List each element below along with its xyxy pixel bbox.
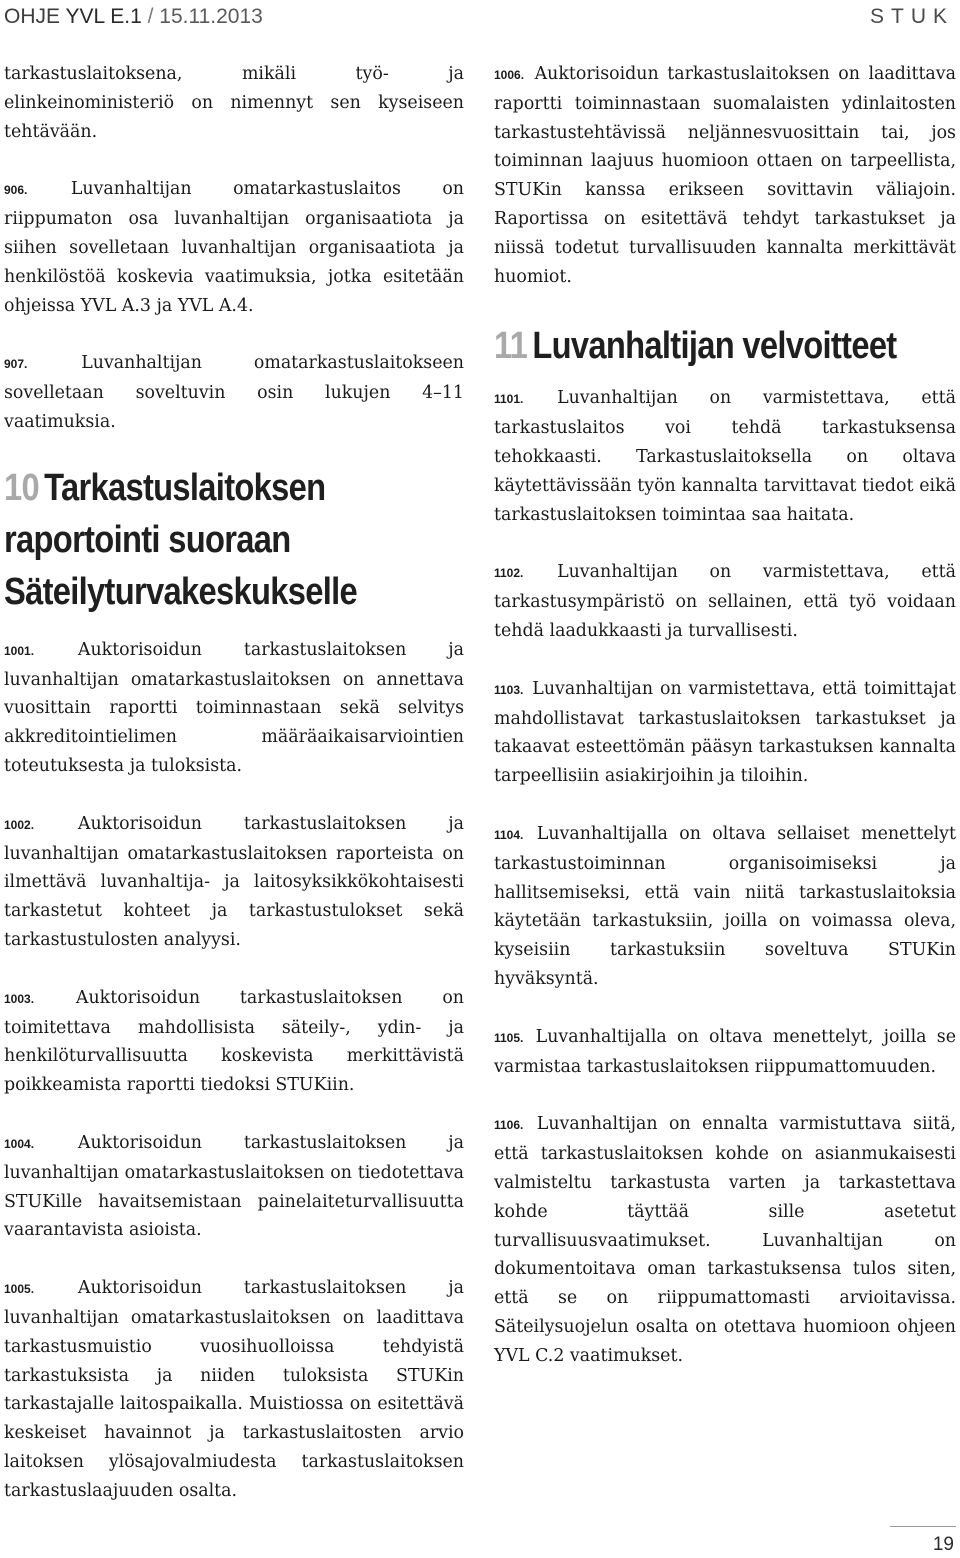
paragraph-number: 907. xyxy=(4,357,28,372)
paragraph-text: Luvanhaltijan on varmistettava, että toimittajat mahdollistavat tarkastuslaitoksen tarkastukset ja takaavat esteettömän pääsyn tarkastuksen kannalta tarpeellisiin asiakirjoihin ja tiloihin. xyxy=(494,678,956,787)
section-title: Tarkastuslaitoksen raportointi suoraan Säteilyturvakeskukselle xyxy=(4,466,357,613)
paragraph-number: 906. xyxy=(4,183,28,198)
guide-id: YVL E.1 xyxy=(65,5,142,28)
paragraph-text: Auktorisoidun tarkastuslaitoksen on toimitettava mahdollisista säteily-, ydin- ja henkilöturvallisuutta koskevista merkittävistä poikkeamista raportti tiedoksi STUKiin. xyxy=(4,987,464,1096)
paragraph-number: 1006. xyxy=(494,68,525,82)
paragraph-906 xyxy=(4,175,464,320)
paragraph-number: 1002. xyxy=(4,817,35,832)
section-10-heading xyxy=(4,462,468,618)
page-number: 19 xyxy=(932,1534,954,1555)
guide-label: OHJE xyxy=(4,5,61,28)
paragraph-number: 1001. xyxy=(4,643,35,658)
paragraph-1103 xyxy=(494,675,956,791)
paragraph-1004 xyxy=(4,1129,464,1245)
paragraph-number: 1104. xyxy=(494,827,524,842)
paragraph-text: Auktorisoidun tarkastuslaitoksen on laadittava raportti toiminnastaan suomalaisten ydinlaitosten tarkastustehtävissä neljännesvuosittain tai, jos toiminnan laajuus huomioon ottaen on tarpeellista, STUKin kanssa erikseen sovittavin väliajoin. Raportissa on esitettävä tehdyt tarkastukset ja niissä todetut turvallisuuden kannalta merkittävät huomiot. xyxy=(494,64,956,287)
section-title: Luvanhaltijan velvoitteet xyxy=(532,325,897,368)
paragraph-number: 1102. xyxy=(494,566,524,581)
paragraph-text: Luvanhaltijan on varmistettava, että tarkastusympäristö on sellainen, että työ voidaan tehdä laadukkaasti ja turvallisesti. xyxy=(494,562,957,641)
paragraph-text: Auktorisoidun tarkastuslaitoksen ja luvanhaltijan omatarkastuslaitoksen on annettava vuosittain raportti toiminnastaan sekä selvitys akkreditointielimen määräaikaisarviointien toteutuksesta ja tuloksista. xyxy=(4,639,464,776)
paragraph-text: Luvanhaltijalla on oltava sellaiset menettelyt tarkastustoiminnan organisoimiseksi ja hallitsemiseksi, että vain niitä tarkastuslaitoksia käytetään tarkastuksiin, joilla on voimassa oleva, kyseisiin tarkastuksiin soveltuva STUKin hyväksyntä. xyxy=(494,823,956,989)
paragraph-text: Auktorisoidun tarkastuslaitoksen ja luvanhaltijan omatarkastuslaitoksen raporteista on ilmettävä luvanhaltija- ja laitosyksikkökohtaisesti tarkastetut kohteet ja tarkastustulokset sekä tarkastustulosten analyysi. xyxy=(4,813,464,950)
guide-date: 15.11.2013 xyxy=(159,5,263,28)
document-reference xyxy=(4,5,263,29)
paragraph-1001 xyxy=(4,636,464,781)
organization-name: STUK xyxy=(869,5,954,28)
paragraph-text: Luvanhaltijan omatarkastuslaitokseen sovelletaan soveltuvin osin lukujen 4–11 vaatimuksia. xyxy=(4,353,464,432)
paragraph-text: Luvanhaltijalla on oltava menettelyt, joilla se varmistaa tarkastuslaitoksen riippumattomuuden. xyxy=(494,1026,957,1077)
left-column xyxy=(4,60,464,1534)
paragraph-1104 xyxy=(494,820,956,994)
paragraph-number: 1101. xyxy=(494,392,524,407)
paragraph-text: Luvanhaltijan on varmistettava, että tarkastuslaitos voi tehdä tarkastuksensa tehokkaasti. Tarkastuslaitoksella on oltava käytettävissään työn kannalta tarvittavat tiedot eikä tarkastuslaitoksen toimintaa saa haitata. xyxy=(494,388,957,525)
paragraph-1106 xyxy=(494,1110,956,1370)
page-number-rule xyxy=(890,1526,956,1527)
paragraph-1102 xyxy=(494,558,956,645)
paragraph-number: 1103. xyxy=(494,682,524,697)
section-number: 10 xyxy=(4,466,39,509)
paragraph-number: 1004. xyxy=(4,1136,35,1151)
paragraph-1002 xyxy=(4,810,464,955)
page-header xyxy=(0,0,960,40)
section-number: 11 xyxy=(494,325,528,368)
paragraph-text: Auktorisoidun tarkastuslaitoksen ja luvanhaltijan omatarkastuslaitoksen on laadittava tarkastusmuistio vuosihuolloissa tehdyistä tarkastuksista ja niiden tuloksista STUKin tarkastajalle laitospaikalla. Muistiossa on esitettävä keskeiset havainnot ja tarkastuslaitosten arvio laitoksen ylösajovalmiudesta tarkastuslaitoksen tarkastuslaajuuden osalta. xyxy=(4,1278,464,1501)
paragraph-text: Luvanhaltijan on ennalta varmistuttava siitä, että tarkastuslaitoksen kohde on asianmukaisesti valmisteltu tarkastusta varten ja tarkastettava kohde täyttää sille asetetut turvallisuusvaatimukset. Luvanhaltijan on dokumentoitava oman tarkastuksensa tulos siten, että se on riippumattomasti arvioitavissa. Säteilysuojelun osalta on otettava huomioon ohjeen YVL C.2 vaatimukset. xyxy=(494,1114,956,1366)
paragraph-1003 xyxy=(4,984,464,1100)
paragraph-continued xyxy=(4,60,464,146)
paragraph-1006 xyxy=(494,60,956,291)
paragraph-number: 1005. xyxy=(4,1282,35,1297)
paragraph-number: 1003. xyxy=(4,991,35,1006)
right-column xyxy=(494,60,956,1399)
paragraph-text: Luvanhaltijan omatarkastuslaitos on riippumaton osa luvanhaltijan organisaatiota ja siihen sovelletaan luvanhaltijan organisaatiota ja henkilöstöä koskevia vaatimuksia, jotka esitetään ohjeissa YVL A.3 ja YVL A.4. xyxy=(4,179,465,316)
paragraph-1101 xyxy=(494,384,956,529)
paragraph-1105 xyxy=(494,1023,956,1082)
header-separator: / xyxy=(147,5,154,28)
section-11-heading xyxy=(494,320,958,372)
paragraph-number: 1105. xyxy=(494,1030,524,1045)
paragraph-1005 xyxy=(4,1274,464,1505)
paragraph-907 xyxy=(4,349,464,436)
paragraph-text: tarkastuslaitoksena, mikäli työ- ja elinkeinoministeriö on nimennyt sen kyseiseen tehtävään. xyxy=(4,64,464,142)
paragraph-text: Auktorisoidun tarkastuslaitoksen ja luvanhaltijan omatarkastuslaitoksen on tiedotettava STUKille havaitsemistaan painelaiteturvallisuutta vaarantavista asioista. xyxy=(4,1132,464,1241)
paragraph-number: 1106. xyxy=(494,1118,524,1133)
